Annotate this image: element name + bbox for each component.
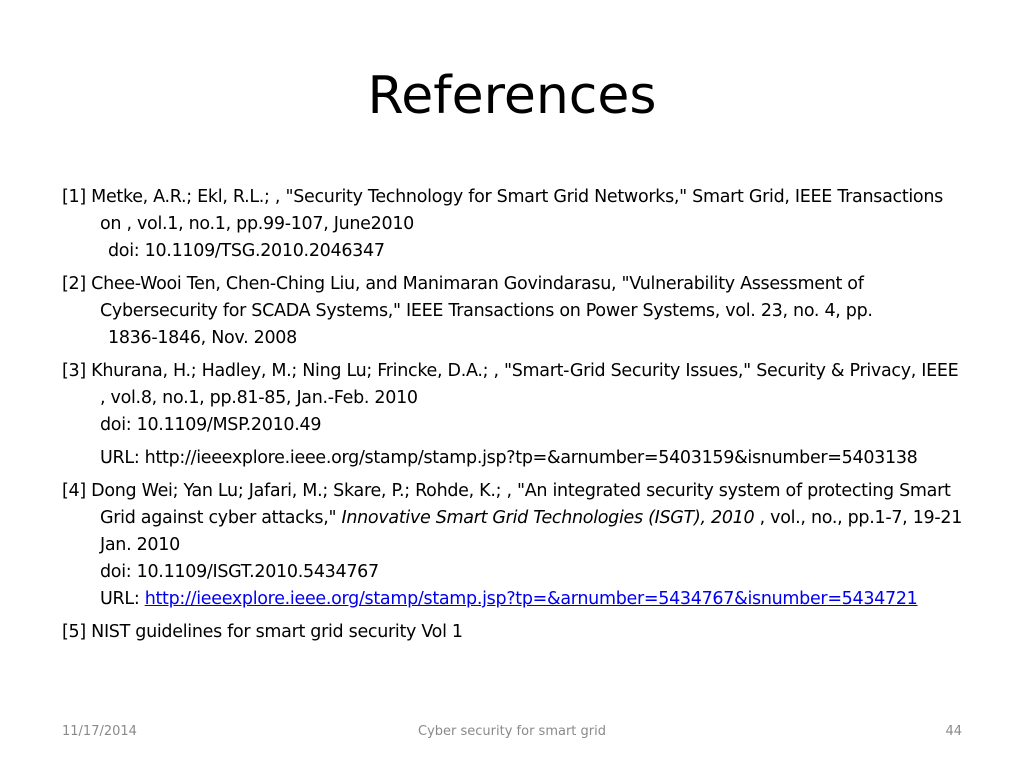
slide-title: References [367,66,657,126]
reference-1-text: [1] Metke, A.R.; Ekl, R.L.; , "Security Technology for Smart Grid Networks," Smart Grid, IEEE Transactions on , vol.1, no.1, pp.99-107, June2010 [62,187,943,234]
reference-item-2 [62,271,967,352]
reference-4-text-before: [4] Dong Wei; Yan Lu; Jafari, M.; Skare, P.; Rohde, K.; , "An integrated security system of protecting Smart Grid against cyber attacks," [62,481,951,528]
reference-4-venue: Innovative Smart Grid Technologies (ISGT), 2010 [341,508,755,528]
reference-1-doi: doi: 10.1109/TSG.2010.2046347 [108,241,385,261]
reference-4-url-link[interactable]: http://ieeexplore.ieee.org/stamp/stamp.jsp?tp=&arnumber=5434767&isnumber=5434721 [144,589,918,609]
reference-4-url-prefix: URL: [100,589,145,609]
reference-4-text-after: , vol., no., pp.1-7, 19-21 Jan. 2010 [100,508,963,555]
reference-item-1 [62,184,967,265]
reference-4-doi: doi: 10.1109/ISGT.2010.5434767 [100,562,379,582]
reference-3-text: [3] Khurana, H.; Hadley, M.; Ning Lu; Frincke, D.A.; , "Smart-Grid Security Issues," Security & Privacy, IEEE , vol.8, no.1, pp.81-85, Jan.-Feb. 2010 [62,361,959,408]
references-list [62,184,967,652]
reference-2-tail: 1836-1846, Nov. 2008 [108,328,297,348]
footer-title: Cyber security for smart grid [418,724,606,739]
reference-2-text: [2] Chee-Wooi Ten, Chen-Ching Liu, and Manimaran Govindarasu, "Vulnerability Assessment of Cybersecurity for SCADA Systems," IEEE Transactions on Power Systems, vol. 23, no. 4, pp. [62,274,873,321]
reference-item-3 [62,358,967,472]
reference-item-5 [62,619,967,646]
reference-3-doi: doi: 10.1109/MSP.2010.49 [100,415,322,435]
reference-3-url: URL: http://ieeexplore.ieee.org/stamp/stamp.jsp?tp=&arnumber=5403159&isnumber=5403138 [100,448,918,468]
reference-4-url-line [100,586,967,613]
footer-page-number: 44 [945,724,962,739]
footer-date: 11/17/2014 [62,724,137,739]
reference-item-4 [62,478,967,613]
reference-5-text: [5] NIST guidelines for smart grid security Vol 1 [62,622,463,642]
